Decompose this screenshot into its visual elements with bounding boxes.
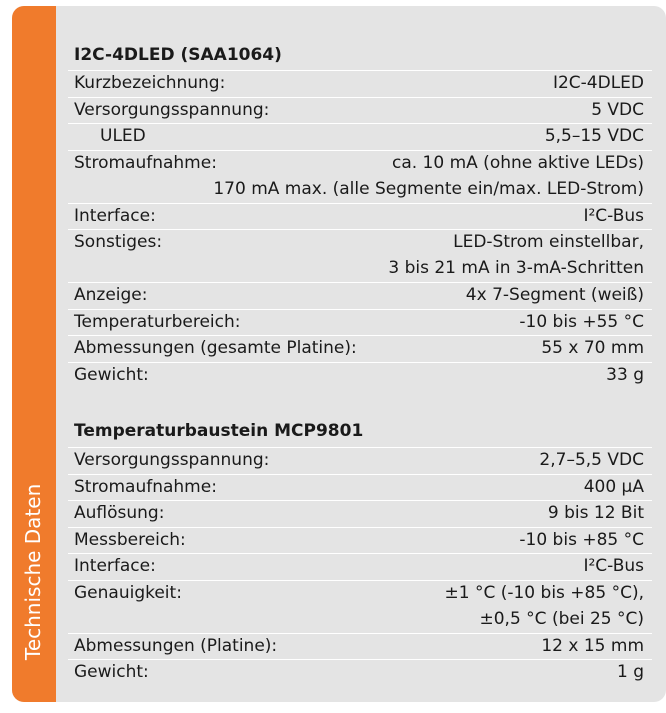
spec-row-line [68, 659, 652, 685]
spec-row-line [68, 70, 652, 96]
spec-label: Abmessungen (gesamte Platine): [74, 338, 357, 358]
row-divider [68, 527, 652, 528]
spec-row-line [68, 500, 652, 526]
row-divider [68, 282, 652, 283]
spec-label: Stromaufnahme: [74, 476, 217, 497]
spec-value: I2C-4DLED [552, 73, 644, 93]
spec-label: Versorgungsspannung: [74, 99, 270, 120]
row-divider [68, 362, 652, 363]
spec-row [68, 229, 652, 281]
spec-label: Interface: [74, 556, 156, 576]
row-divider [68, 633, 652, 634]
spec-value: 3 bis 21 mA in 3-mA-Schritten [388, 258, 644, 278]
spec-row-line [68, 97, 652, 123]
spec-value: 2,7–5,5 VDC [539, 450, 644, 470]
spec-row [68, 633, 652, 659]
spec-row [68, 580, 652, 632]
spec-label: Interface: [74, 205, 156, 226]
row-divider [68, 123, 652, 124]
spec-label: Auflösung: [74, 503, 165, 523]
spec-row-line [68, 580, 652, 606]
spec-row-line [68, 553, 652, 579]
spec-label: Stromaufnahme: [74, 152, 217, 173]
section-title: I2C-4DLED (SAA1064) [74, 45, 282, 65]
spec-value: -10 bis +55 °C [519, 311, 644, 332]
spec-row [68, 309, 652, 335]
row-divider [68, 229, 652, 230]
spec-label: Versorgungsspannung: [74, 450, 270, 470]
spec-row-line [68, 203, 652, 229]
row-divider [68, 97, 652, 98]
spec-row-line [68, 123, 652, 149]
spec-row [68, 362, 652, 388]
spec-row-line [68, 633, 652, 659]
spec-value: 5 VDC [591, 99, 644, 120]
spec-label: Genauigkeit: [74, 582, 182, 603]
spec-value: ca. 10 mA (ohne aktive LEDs) [391, 152, 644, 173]
spec-row [68, 97, 652, 123]
spec-row-line [68, 150, 652, 176]
spec-row-line [68, 255, 652, 281]
row-divider [68, 203, 652, 204]
spec-label: Gewicht: [74, 364, 149, 385]
row-divider [68, 447, 652, 448]
sidebar [12, 6, 56, 702]
row-divider [68, 500, 652, 501]
row-divider [68, 474, 652, 475]
spec-value: 400 µA [583, 476, 644, 497]
row-divider [68, 150, 652, 151]
spec-row-line [68, 362, 652, 388]
row-divider [68, 659, 652, 660]
spec-value: 5,5–15 VDC [544, 126, 644, 146]
spec-row [68, 335, 652, 361]
spec-row-line [68, 309, 652, 335]
spec-row [68, 150, 652, 202]
row-divider [68, 553, 652, 554]
spec-value: 33 g [606, 364, 644, 385]
row-divider [68, 309, 652, 310]
row-divider [68, 335, 652, 336]
spec-row-line [68, 229, 652, 255]
spec-row-line [68, 606, 652, 632]
spec-label: Anzeige: [74, 285, 148, 305]
spec-row [68, 447, 652, 473]
spec-value: ±1 °C (-10 bis +85 °C), [444, 582, 644, 603]
spec-value: 9 bis 12 Bit [547, 503, 644, 523]
spec-row-line [68, 335, 652, 361]
spec-row [68, 500, 652, 526]
spec-row [68, 553, 652, 579]
spec-value: 55 x 70 mm [541, 338, 644, 358]
spec-value: -10 bis +85 °C [519, 529, 644, 550]
row-divider [68, 70, 652, 71]
spec-value: I²C-Bus [583, 556, 644, 576]
spec-value: 1 g [616, 662, 644, 682]
spec-value: I²C-Bus [583, 205, 644, 226]
spec-label: Sonstiges: [74, 232, 163, 252]
spec-value: 4x 7-Segment (weiß) [465, 285, 644, 305]
spec-row-line [68, 447, 652, 473]
spec-value: ±0,5 °C (bei 25 °C) [479, 608, 644, 629]
spec-value: LED-Strom einstellbar, [453, 232, 644, 252]
technical-data-card [12, 6, 666, 702]
spec-row-line [68, 176, 652, 202]
sidebar-label: Technische Daten [21, 483, 45, 660]
spec-label: Messbereich: [74, 529, 186, 550]
spec-value: 170 mA max. (alle Segmente ein/max. LED-Strom) [213, 178, 644, 199]
spec-row [68, 474, 652, 500]
spec-row-line [68, 527, 652, 553]
spec-row [68, 70, 652, 96]
section-title: Temperaturbaustein MCP9801 [74, 421, 364, 441]
spec-row [68, 203, 652, 229]
spec-label: ULED [100, 126, 146, 146]
row-divider [68, 580, 652, 581]
spec-row [68, 527, 652, 553]
spec-value: 12 x 15 mm [541, 635, 644, 656]
spec-row [68, 659, 652, 685]
spec-label: Gewicht: [74, 662, 149, 682]
spec-row-line [68, 282, 652, 308]
spec-row [68, 123, 652, 149]
spec-label: Temperaturbereich: [74, 311, 241, 332]
spec-row-line [68, 474, 652, 500]
spec-row [68, 282, 652, 308]
spec-label: Kurzbezeichnung: [74, 73, 226, 93]
spec-label: Abmessungen (Platine): [74, 635, 278, 656]
